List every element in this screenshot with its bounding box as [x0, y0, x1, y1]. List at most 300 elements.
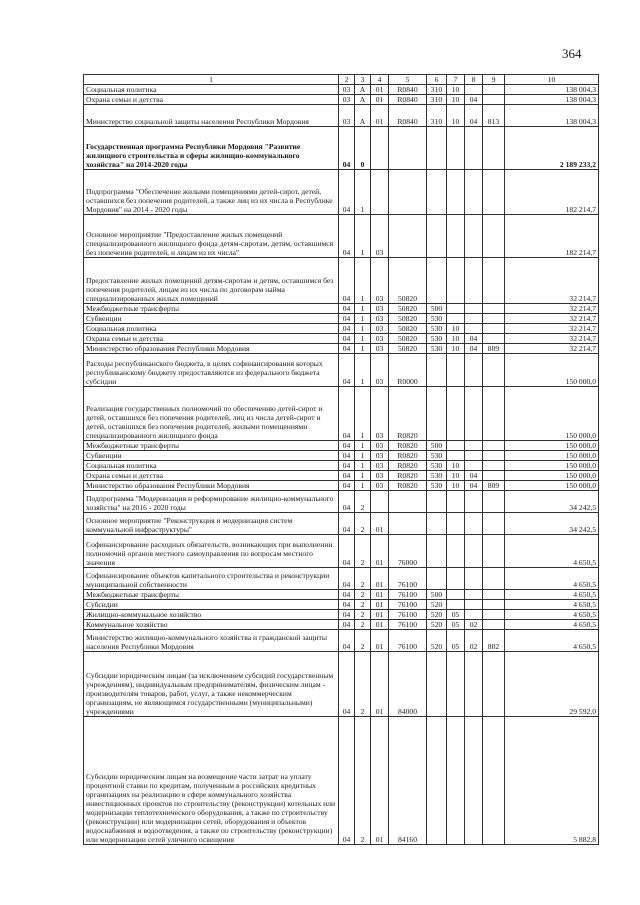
code-subsection [465, 170, 483, 215]
code-subprogram: 1 [355, 387, 371, 441]
page-number: 364 [562, 46, 582, 61]
code-subsection [465, 258, 483, 304]
code-expense-type: 530 [427, 471, 447, 481]
code-expense-type [427, 127, 447, 170]
code-program: 04 [339, 535, 355, 568]
code-subsection [465, 513, 483, 535]
code-section [447, 304, 465, 314]
row-description: Социальная политика [84, 85, 339, 95]
code-ministry [483, 471, 505, 481]
amount: 150 000,0 [505, 451, 599, 461]
code-ministry [483, 451, 505, 461]
code-activity: 03 [371, 481, 389, 491]
row-description: Межбюджетные трансферты [84, 590, 339, 600]
code-activity: 03 [371, 334, 389, 344]
code-direction [389, 215, 427, 258]
code-subsection [465, 652, 483, 717]
code-direction: 76000 [389, 535, 427, 568]
code-subsection: 04 [465, 481, 483, 491]
table-row [84, 304, 599, 314]
code-program: 03 [339, 95, 355, 105]
code-ministry [483, 127, 505, 170]
row-description: Министерство социальной защиты населения Республики Мордовия [84, 105, 339, 127]
code-expense-type: 310 [427, 95, 447, 105]
amount: 182 214,7 [505, 170, 599, 215]
code-ministry [483, 170, 505, 215]
code-section: 05 [447, 610, 465, 620]
code-expense-type: 530 [427, 334, 447, 344]
code-section: 05 [447, 620, 465, 630]
code-subprogram: А [355, 85, 371, 95]
table-row [84, 215, 599, 258]
code-ministry [483, 354, 505, 387]
code-program: 04 [339, 590, 355, 600]
row-description: Расходы республиканского бюджета, в целях софинансирования которых республиканскому бюджету предоставляются из федерального бюджета субсидии [84, 354, 339, 387]
table-row [84, 387, 599, 441]
code-ministry [483, 334, 505, 344]
code-activity: 01 [371, 620, 389, 630]
code-subprogram: 1 [355, 258, 371, 304]
code-subsection: 02 [465, 620, 483, 630]
amount: 5 882,8 [505, 717, 599, 845]
table-row [84, 344, 599, 354]
code-ministry [483, 95, 505, 105]
code-subsection [465, 717, 483, 845]
table-row [84, 461, 599, 471]
amount: 150 000,0 [505, 441, 599, 451]
col-header: 3 [355, 75, 371, 85]
code-subsection [465, 451, 483, 461]
code-program: 04 [339, 215, 355, 258]
code-ministry [483, 590, 505, 600]
amount: 32 214,7 [505, 324, 599, 334]
code-subsection [465, 600, 483, 610]
code-ministry [483, 491, 505, 513]
row-description: Основное мероприятие "Реконструкция и модернизация систем коммунальной инфраструктуры" [84, 513, 339, 535]
code-subsection [465, 568, 483, 590]
amount: 4 650,5 [505, 568, 599, 590]
code-program: 03 [339, 85, 355, 95]
code-expense-type: 500 [427, 441, 447, 451]
code-ministry [483, 461, 505, 471]
row-description: Основное мероприятие "Предоставление жилых помещений специализированного жилищного фонда детям-сиротам, детям, оставшимся без попечения родителей, и лицам из их числа" [84, 215, 339, 258]
table-row [84, 513, 599, 535]
table-row [84, 105, 599, 127]
row-description: Межбюджетные трансферты [84, 304, 339, 314]
table-body [84, 85, 599, 845]
code-subsection: 02 [465, 630, 483, 652]
code-subprogram: 2 [355, 513, 371, 535]
code-section [447, 491, 465, 513]
code-program: 04 [339, 461, 355, 471]
code-expense-type [427, 258, 447, 304]
code-direction [389, 491, 427, 513]
code-ministry: 809 [483, 344, 505, 354]
amount: 4 650,5 [505, 610, 599, 620]
code-subsection: 04 [465, 334, 483, 344]
table-row [84, 491, 599, 513]
amount: 150 000,0 [505, 471, 599, 481]
code-program: 04 [339, 127, 355, 170]
code-section: 10 [447, 105, 465, 127]
code-subprogram: 2 [355, 620, 371, 630]
row-description: Предоставление жилых помещений детям-сиротам и детям, оставшимся без попечения родителей, лицам из их числа по договорам найма специализированных жилых помещений [84, 258, 339, 304]
code-expense-type: 520 [427, 630, 447, 652]
code-activity: 03 [371, 441, 389, 451]
code-direction: 50820 [389, 334, 427, 344]
table-row [84, 258, 599, 304]
code-expense-type: 500 [427, 590, 447, 600]
code-expense-type [427, 491, 447, 513]
code-direction: 76100 [389, 600, 427, 610]
code-subprogram: 2 [355, 590, 371, 600]
code-subprogram: 1 [355, 354, 371, 387]
code-expense-type: 530 [427, 461, 447, 471]
table-row [84, 568, 599, 590]
code-expense-type [427, 170, 447, 215]
code-subsection: 04 [465, 471, 483, 481]
code-ministry: 813 [483, 105, 505, 127]
code-program: 04 [339, 451, 355, 461]
code-activity: 01 [371, 513, 389, 535]
table-row [84, 451, 599, 461]
code-ministry: 809 [483, 481, 505, 491]
code-ministry [483, 513, 505, 535]
code-activity: 03 [371, 344, 389, 354]
row-description: Жилищно-коммунальное хозяйство [84, 610, 339, 620]
code-subsection: 04 [465, 95, 483, 105]
code-subprogram: 2 [355, 652, 371, 717]
code-subsection: 04 [465, 105, 483, 127]
code-activity: 03 [371, 471, 389, 481]
amount: 138 004,3 [505, 85, 599, 95]
code-ministry [483, 568, 505, 590]
table-row [84, 652, 599, 717]
code-activity: 01 [371, 610, 389, 620]
code-section: 10 [447, 471, 465, 481]
amount: 4 650,5 [505, 590, 599, 600]
code-program: 04 [339, 600, 355, 610]
code-section [447, 170, 465, 215]
code-expense-type: 530 [427, 451, 447, 461]
table-row [84, 95, 599, 105]
code-activity: 01 [371, 630, 389, 652]
code-expense-type: 520 [427, 600, 447, 610]
code-expense-type [427, 513, 447, 535]
code-expense-type: 530 [427, 324, 447, 334]
amount: 182 214,7 [505, 215, 599, 258]
amount: 32 214,7 [505, 258, 599, 304]
amount: 32 214,7 [505, 344, 599, 354]
amount: 4 650,5 [505, 620, 599, 630]
amount: 4 650,5 [505, 630, 599, 652]
code-direction: 76100 [389, 590, 427, 600]
code-section: 10 [447, 324, 465, 334]
table-row [84, 717, 599, 845]
col-header: 8 [465, 75, 483, 85]
code-subprogram: 2 [355, 568, 371, 590]
code-expense-type [427, 387, 447, 441]
row-description: Коммунальное хозяйство [84, 620, 339, 630]
code-subprogram: 2 [355, 600, 371, 610]
amount: 32 214,7 [505, 314, 599, 324]
row-description: Субвенции [84, 314, 339, 324]
code-subprogram: 1 [355, 324, 371, 334]
header-row [84, 75, 599, 85]
row-description: Министерство образования Республики Мордовия [84, 481, 339, 491]
table-row [84, 630, 599, 652]
code-activity: 03 [371, 461, 389, 471]
budget-table [83, 74, 599, 845]
code-direction: R0820 [389, 441, 427, 451]
code-subsection [465, 324, 483, 334]
code-ministry [483, 652, 505, 717]
code-program: 04 [339, 314, 355, 324]
code-section: 10 [447, 461, 465, 471]
table-row [84, 535, 599, 568]
code-subprogram: 1 [355, 334, 371, 344]
col-header: 1 [84, 75, 339, 85]
code-activity: 01 [371, 568, 389, 590]
code-section [447, 354, 465, 387]
code-ministry [483, 387, 505, 441]
code-program: 04 [339, 441, 355, 451]
code-ministry [483, 314, 505, 324]
code-subprogram: 1 [355, 304, 371, 314]
col-header: 4 [371, 75, 389, 85]
code-direction: 76100 [389, 610, 427, 620]
code-subsection [465, 535, 483, 568]
code-program: 04 [339, 387, 355, 441]
code-subsection [465, 387, 483, 441]
code-activity: 03 [371, 258, 389, 304]
code-direction: 76100 [389, 630, 427, 652]
code-section: 10 [447, 85, 465, 95]
code-subsection [465, 85, 483, 95]
code-section [447, 652, 465, 717]
code-section [447, 513, 465, 535]
code-ministry [483, 535, 505, 568]
code-activity: 01 [371, 652, 389, 717]
row-description: Подпрограмма "Обеспечение жилыми помещениями детей-сирот, детей, оставшихся без попечения родителей, а также лиц из их числа в Республике Мордовия" на 2014 - 2020 годы [84, 170, 339, 215]
code-activity: 03 [371, 215, 389, 258]
code-program: 04 [339, 258, 355, 304]
code-expense-type: 500 [427, 304, 447, 314]
code-section [447, 127, 465, 170]
code-subsection [465, 127, 483, 170]
code-program: 04 [339, 354, 355, 387]
code-section: 05 [447, 630, 465, 652]
code-direction: 84160 [389, 717, 427, 845]
code-activity: 03 [371, 314, 389, 324]
code-subsection [465, 461, 483, 471]
code-expense-type: 520 [427, 610, 447, 620]
code-expense-type: 520 [427, 620, 447, 630]
row-description: Охрана семьи и детства [84, 471, 339, 481]
table-row [84, 334, 599, 344]
row-description: Субсидии юридическим лицам на возмещение части затрат на уплату процентной ставки по кредитам, полученным в российских кредитных организациях на реализацию в сфере коммунального хозяйства инвестиционных проектов по строительству (реконструкции) котельных или модернизации теплотехнического оборудования, а также по строительству (реконструкции) или модернизации сетей, оборудования и объектов водоснабжения и водоотведения, а также по строительству (реконструкции) или модернизации сетей уличного освещения [84, 717, 339, 845]
table-row [84, 471, 599, 481]
code-section: 10 [447, 344, 465, 354]
row-description: Межбюджетные трансферты [84, 441, 339, 451]
amount: 32 214,7 [505, 334, 599, 344]
amount: 34 242,5 [505, 513, 599, 535]
code-section [447, 314, 465, 324]
code-activity: 01 [371, 85, 389, 95]
code-subprogram: 1 [355, 451, 371, 461]
code-ministry [483, 258, 505, 304]
row-description: Социальная политика [84, 461, 339, 471]
table-row [84, 324, 599, 334]
code-direction: R0840 [389, 105, 427, 127]
code-subsection [465, 441, 483, 451]
code-activity: 03 [371, 304, 389, 314]
row-description: Софинансирование объектов капитального строительства и реконструкции муниципальной собственности [84, 568, 339, 590]
row-description: Охрана семьи и детства [84, 334, 339, 344]
code-subsection [465, 215, 483, 258]
code-activity [371, 170, 389, 215]
code-section [447, 451, 465, 461]
row-description: Государственная программа Республики Мордовия "Развитие жилищного строительства и сферы жилищно-коммунального хозяйства" на 2014-2020 годы [84, 127, 339, 170]
amount: 2 189 233,2 [505, 127, 599, 170]
code-expense-type: 530 [427, 344, 447, 354]
code-activity: 03 [371, 387, 389, 441]
code-section [447, 568, 465, 590]
amount: 32 214,7 [505, 304, 599, 314]
code-section: 10 [447, 95, 465, 105]
code-section [447, 215, 465, 258]
row-description: Субвенции [84, 451, 339, 461]
code-program: 04 [339, 324, 355, 334]
code-subprogram: 1 [355, 215, 371, 258]
amount: 150 000,0 [505, 354, 599, 387]
code-program: 04 [339, 652, 355, 717]
code-subsection [465, 590, 483, 600]
code-direction: R0820 [389, 451, 427, 461]
code-direction: R0820 [389, 481, 427, 491]
code-subsection [465, 610, 483, 620]
amount: 4 650,5 [505, 600, 599, 610]
code-direction: 50820 [389, 314, 427, 324]
code-section [447, 717, 465, 845]
code-expense-type [427, 215, 447, 258]
code-subprogram: 1 [355, 481, 371, 491]
table-row [84, 170, 599, 215]
col-header: 2 [339, 75, 355, 85]
code-expense-type [427, 652, 447, 717]
row-description: Охрана семьи и детства [84, 95, 339, 105]
code-subprogram: 0 [355, 127, 371, 170]
code-direction: 50820 [389, 344, 427, 354]
code-expense-type [427, 354, 447, 387]
amount: 34 242,5 [505, 491, 599, 513]
row-description: Софинансирование расходных обязательств, возникающих при выполнении полномочий органов местного самоуправления по вопросам местного значения [84, 535, 339, 568]
row-description: Реализация государственных полномочий по обеспечению детей-сирот и детей, оставшихся без попечения родителей, лиц из числа детей-сирот и детей, оставшихся без попечения родителей, жилыми помещениями специализированного жилищного фонда [84, 387, 339, 441]
code-direction: R0840 [389, 85, 427, 95]
code-ministry [483, 610, 505, 620]
amount: 4 650,5 [505, 535, 599, 568]
code-subprogram: А [355, 105, 371, 127]
table-row [84, 610, 599, 620]
code-activity [371, 491, 389, 513]
code-direction [389, 513, 427, 535]
code-program: 04 [339, 334, 355, 344]
code-ministry [483, 304, 505, 314]
table-row [84, 354, 599, 387]
code-section [447, 600, 465, 610]
code-activity: 03 [371, 324, 389, 334]
code-subprogram: 2 [355, 610, 371, 620]
code-subsection [465, 304, 483, 314]
code-direction: R0820 [389, 471, 427, 481]
code-program: 04 [339, 304, 355, 314]
row-description: Социальная политика [84, 324, 339, 334]
code-direction [389, 170, 427, 215]
code-direction: R0000 [389, 354, 427, 387]
code-activity: 01 [371, 105, 389, 127]
code-direction: 50820 [389, 304, 427, 314]
code-activity: 01 [371, 95, 389, 105]
code-direction: R0840 [389, 95, 427, 105]
code-program: 04 [339, 610, 355, 620]
code-activity: 01 [371, 535, 389, 568]
col-header: 9 [483, 75, 505, 85]
code-subprogram: 2 [355, 491, 371, 513]
col-header: 7 [447, 75, 465, 85]
row-description: Субсидии [84, 600, 339, 610]
code-program: 04 [339, 170, 355, 215]
table-row [84, 85, 599, 95]
code-expense-type: 310 [427, 105, 447, 127]
code-activity [371, 127, 389, 170]
code-section [447, 535, 465, 568]
code-program: 04 [339, 568, 355, 590]
code-ministry [483, 85, 505, 95]
amount: 150 000,0 [505, 481, 599, 491]
code-direction: 76100 [389, 568, 427, 590]
code-direction [389, 127, 427, 170]
code-direction: 50820 [389, 258, 427, 304]
table-row [84, 590, 599, 600]
code-ministry: 802 [483, 630, 505, 652]
code-subsection [465, 491, 483, 513]
amount: 150 000,0 [505, 461, 599, 471]
code-program: 04 [339, 491, 355, 513]
col-header: 10 [505, 75, 599, 85]
amount: 138 004,3 [505, 95, 599, 105]
code-subsection: 04 [465, 344, 483, 354]
code-expense-type: 310 [427, 85, 447, 95]
code-section [447, 258, 465, 304]
table-row [84, 441, 599, 451]
code-subprogram: 1 [355, 170, 371, 215]
code-activity: 03 [371, 451, 389, 461]
code-expense-type: 530 [427, 314, 447, 324]
code-subprogram: 2 [355, 717, 371, 845]
code-ministry [483, 717, 505, 845]
code-program: 04 [339, 471, 355, 481]
code-program: 04 [339, 717, 355, 845]
amount: 150 000,0 [505, 387, 599, 441]
code-ministry [483, 600, 505, 610]
code-program: 04 [339, 344, 355, 354]
code-ministry [483, 441, 505, 451]
code-expense-type [427, 717, 447, 845]
code-activity: 01 [371, 717, 389, 845]
code-section: 10 [447, 334, 465, 344]
code-expense-type: 530 [427, 481, 447, 491]
code-section: 10 [447, 481, 465, 491]
